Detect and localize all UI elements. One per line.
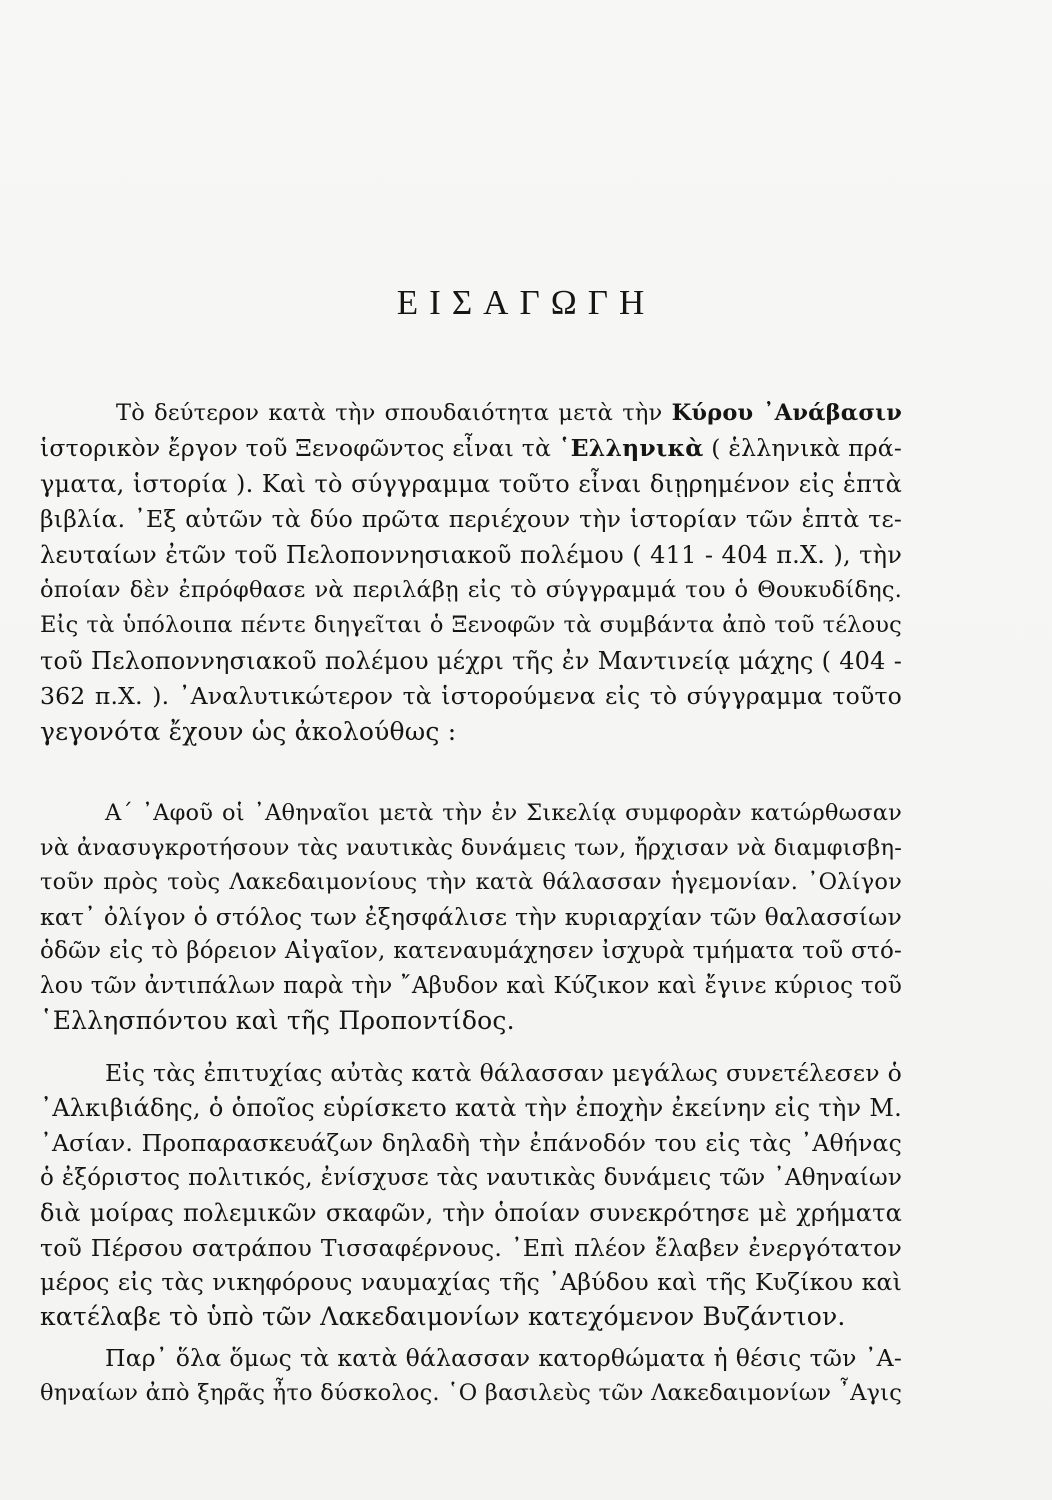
text-line [40,936,902,966]
text-line [40,610,902,640]
line-text: ἱστορικὸν ἔργον τοῦ Ξενοφῶντος εἶναι τὰ ῾Ελληνικὰ ( ἑλληνικὰ πρά- [40,434,902,463]
text-line [40,1267,902,1297]
text-line [40,469,902,499]
page-title: ΕΙΣΑΓΩΓΗ [396,283,656,322]
text-line [40,1198,902,1228]
text-line [40,681,902,711]
line-text: Εἰς τὰς ἐπιτυχίας αὐτὰς κατὰ θάλασσαν μεγάλως συνετέλεσεν ὁ [105,1059,902,1087]
line-text: τοῦ Πέρσου σατράπου Τισσαφέρνους. ᾿Επὶ πλέον ἔλαβεν ἐνεργότατον [40,1233,902,1262]
text-line [40,1302,846,1332]
text-line [116,398,902,428]
text-line [40,1128,902,1158]
text-line [105,798,902,828]
text-line [40,902,902,932]
text-line [40,540,902,570]
text-line [40,1378,902,1408]
text-line [105,1058,902,1088]
line-text: τοῦ Πελοποννησιακοῦ πολέμου μέχρι τῆς ἐν Μαντινείᾳ μάχης ( 404 - [40,646,902,675]
text-line [40,971,902,1001]
text-line [40,867,902,897]
text-line [40,833,902,863]
line-text: τοῦν πρὸς τοὺς Λακεδαιμονίους τὴν κατὰ θάλασσαν ἡγεμονίαν. ᾿Ολίγον [40,869,902,896]
line-text: βιβλία. ᾿Εξ αὐτῶν τὰ δύο πρῶτα περιέχουν τὴν ἱστορίαν τῶν ἑπτὰ τε- [40,505,902,534]
line-text: διὰ μοίρας πολεμικῶν σκαφῶν, τὴν ὁποίαν συνεκρότησε μὲ χρήματα [40,1198,902,1227]
text-line [40,433,902,463]
line-text: μέρος εἰς τὰς νικηφόρους ναυμαχίας τῆς ᾿Αβύδου καὶ τῆς Κυζίκου καὶ [40,1268,902,1297]
line-text: ὁδῶν εἰς τὸ βόρειον Αἰγαῖον, κατεναυμάχησεν ἰσχυρὰ τμήματα τοῦ στό- [40,938,902,965]
text-line [40,575,902,605]
line-text: Παρ᾿ ὅλα ὅμως τὰ κατὰ θάλασσαν κατορθώματα ἡ θέσις τῶν ᾿Α- [105,1344,902,1372]
text-line [40,1006,515,1036]
line-text: ῾Ελλησπόντου καὶ τῆς Προποντίδος. [40,1005,515,1035]
line-text: λευταίων ἐτῶν τοῦ Πελοποννησιακοῦ πολέμου ( 411 - 404 π.Χ. ), τὴν [40,540,902,569]
line-text: ᾿Αλκιβιάδης, ὁ ὁποῖος εὑρίσκετο κατὰ τὴν ἐποχὴν ἐκείνην εἰς τὴν Μ. [40,1093,902,1122]
line-text: 362 π.Χ. ). ᾿Αναλυτικώτερον τὰ ἱστορούμενα εἰς τὸ σύγγραμμα τοῦτο [40,682,902,711]
text-line [40,1163,902,1193]
line-text: ᾿Ασίαν. Προπαρασκευάζων δηλαδὴ τὴν ἐπάνοδόν του εἰς τὰς ᾿Αθήνας [40,1128,902,1157]
text-line [40,1093,902,1123]
text-line [40,504,902,534]
text-line [105,1343,902,1373]
text-line [40,1233,902,1263]
line-text: λου τῶν ἀντιπάλων παρὰ τὴν ῎Αβυδον καὶ Κύζικον καὶ ἔγινε κύριος τοῦ [40,973,902,999]
line-text: κατ᾿ ὀλίγον ὁ στόλος των ἐξησφάλισε τὴν κυριαρχίαν τῶν θαλασσίων [40,902,902,931]
line-text: γεγονότα ἔχουν ὡς ἀκολούθως : [40,716,457,746]
line-text: Εἰς τὰ ὑπόλοιπα πέντε διηγεῖται ὁ Ξενοφῶν τὰ συμβάντα ἀπὸ τοῦ τέλους [40,612,902,639]
line-text: θηναίων ἀπὸ ξηρᾶς ἦτο δύσκολος. ῾Ο βασιλεὺς τῶν Λακεδαιμονίων ῏Αγις [40,1379,902,1406]
line-text: ὁ ἐξόριστος πολιτικός, ἐνίσχυσε τὰς ναυτικὰς δυνάμεις τῶν ᾿Αθηναίων [40,1164,902,1191]
line-text: νὰ ἀνασυγκροτήσουν τὰς ναυτικὰς δυνάμεις των, ἤρχισαν νὰ διαμφισβη- [40,834,902,861]
line-text: ὁποίαν δὲν ἐπρόφθασε νὰ περιλάβῃ εἰς τὸ σύγγραμμά του ὁ Θουκυδίδης. [40,577,902,603]
line-text: γματα, ἱστορία ). Καὶ τὸ σύγγραμμα τοῦτο εἶναι διῃρημένον εἰς ἑπτὰ [40,469,902,498]
line-text: κατέλαβε τὸ ὑπὸ τῶν Λακεδαιμονίων κατεχόμενον Βυζάντιον. [40,1302,846,1332]
line-text: Α΄ ᾿Αφοῦ οἱ ᾿Αθηναῖοι μετὰ τὴν ἐν Σικελίᾳ συμφορὰν κατώρθωσαν [105,800,902,826]
text-line [40,646,902,676]
emphasized-title: ῾Ελληνικὰ [558,434,704,463]
line-text: Τὸ δεύτερον κατὰ τὴν σπουδαιότητα μετὰ τὴν Κύρου ᾿Ανάβασιν [116,400,903,426]
emphasized-title: Κύρου ᾿Ανάβασιν [671,400,903,426]
text-line [40,717,456,747]
